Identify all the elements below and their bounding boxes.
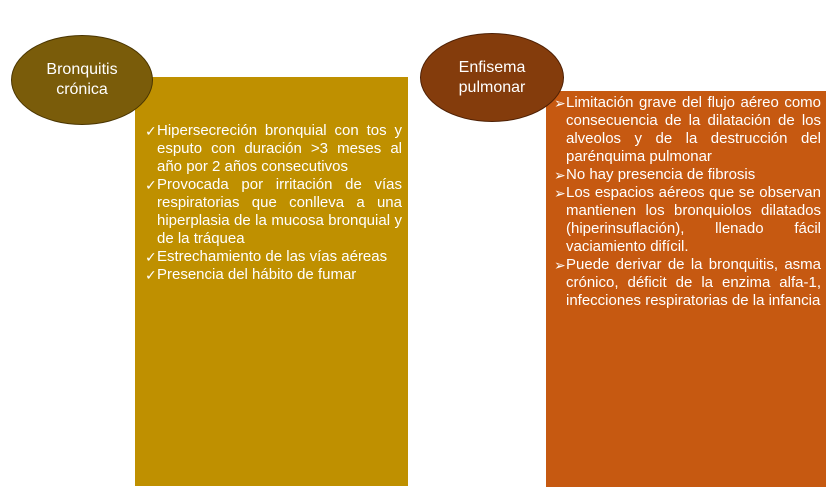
bronquitis-item — [145, 176, 402, 248]
enfisema-item-text: Puede derivar de la bronquitis, asma crónico, déficit de la enzima alfa-1, infecciones respiratorias de la infancia — [566, 256, 821, 309]
bronquitis-item-text: Estrechamiento de las vías aéreas — [157, 248, 388, 265]
bronquitis-title-line1: Bronquitis — [46, 61, 118, 78]
checkmark-icon: ✓ — [145, 249, 157, 265]
bronquitis-title-line2: crónica — [56, 81, 108, 98]
enfisema-item-text: Limitación grave del flujo aéreo como consecuencia de la dilatación de los alveolos y de la destrucción del parénquima pulmonar — [566, 94, 821, 165]
enfisema-item — [554, 184, 821, 256]
bronquitis-item — [145, 248, 402, 266]
checkmark-icon: ✓ — [145, 123, 157, 139]
checkmark-icon: ✓ — [145, 177, 157, 193]
arrow-bullet-icon: ➢ — [554, 167, 566, 183]
arrow-bullet-icon: ➢ — [554, 185, 566, 201]
bronquitis-item-text: Presencia del hábito de fumar — [157, 266, 357, 283]
enfisema-title-line2: pulmonar — [458, 78, 526, 96]
bronquitis-box — [135, 77, 408, 486]
bronquitis-item — [145, 122, 402, 176]
enfisema-item-text: Los espacios aéreos que se observan mantienen los bronquiolos dilatados (hiperinsuflación), llenado fácil vaciamiento difícil. — [566, 184, 821, 255]
checkmark-icon: ✓ — [145, 267, 157, 283]
bronquitis-title-ellipse — [11, 35, 153, 125]
bronquitis-item-text: Provocada por irritación de vías respiratorias que conlleva a una hiperplasia de la mucosa bronquial y de la tráquea — [157, 176, 402, 247]
bronquitis-item — [145, 266, 402, 284]
arrow-bullet-icon: ➢ — [554, 257, 566, 273]
arrow-bullet-icon: ➢ — [554, 95, 566, 111]
enfisema-title-line1: Enfisema — [458, 58, 526, 76]
enfisema-box — [546, 91, 826, 487]
enfisema-item-text: No hay presencia de fibrosis — [566, 166, 756, 183]
bronquitis-item-text: Hipersecreción bronquial con tos y esputo con duración >3 meses al año por 2 años consecutivos — [157, 122, 402, 175]
enfisema-title-ellipse — [420, 33, 564, 122]
enfisema-item — [554, 166, 821, 184]
enfisema-item — [554, 94, 821, 166]
enfisema-item — [554, 256, 821, 310]
